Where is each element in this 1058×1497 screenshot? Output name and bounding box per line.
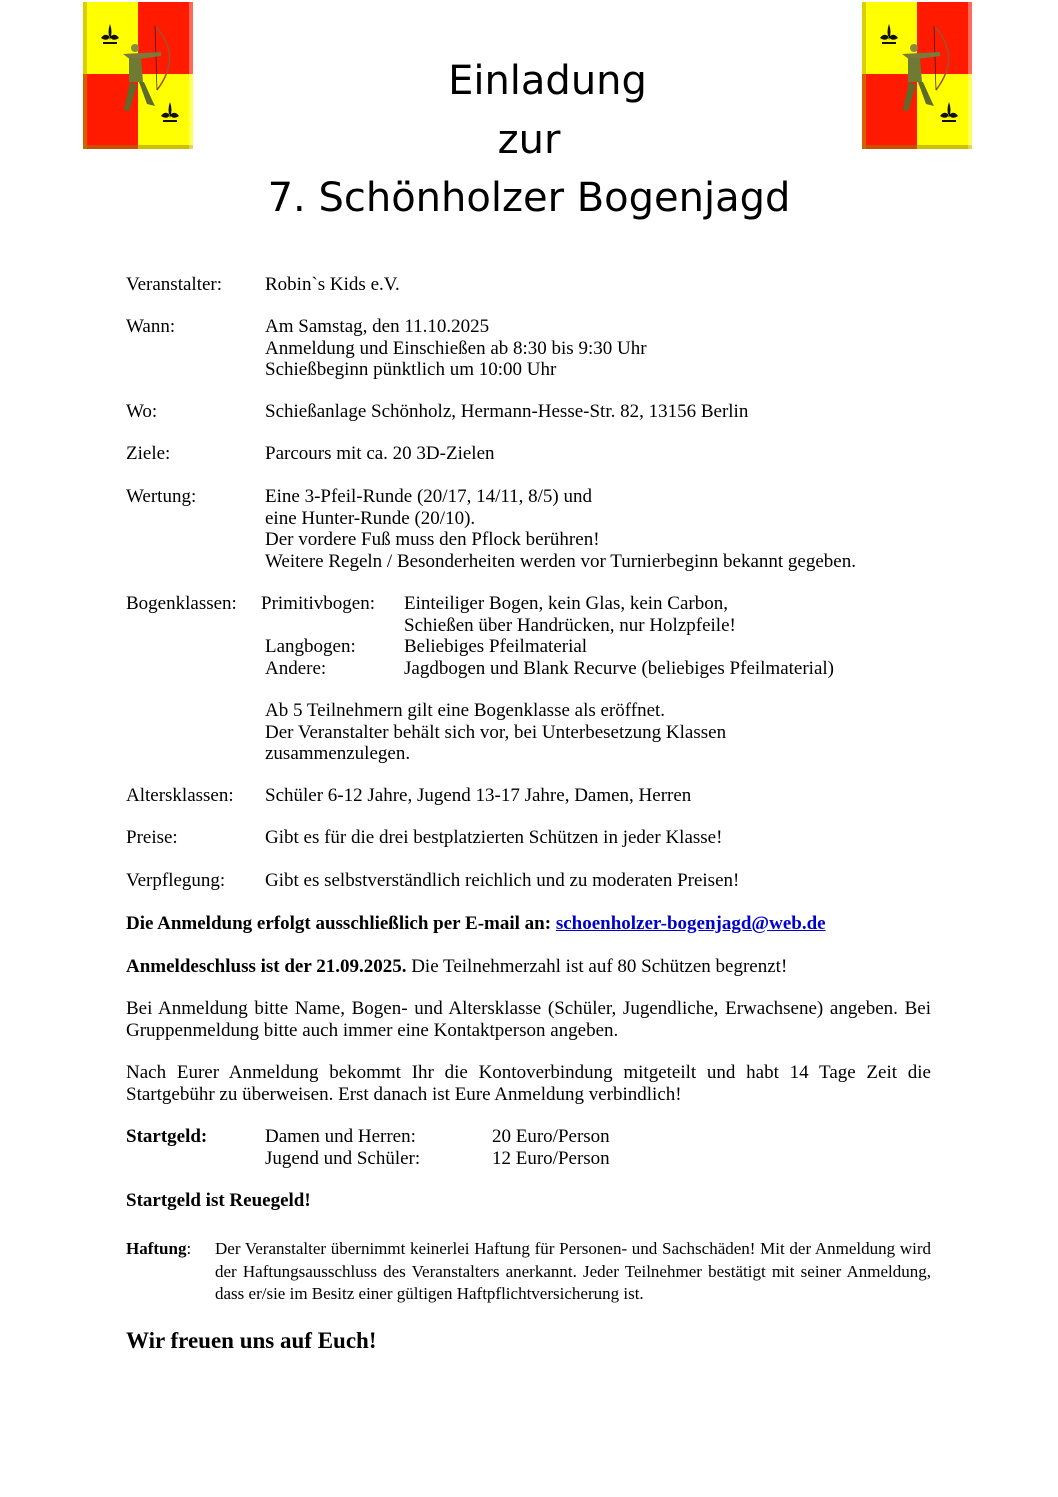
bow-class-name: Primitivbogen: [261,593,375,614]
bow-class-desc: Schießen über Handrücken, nur Holzpfeile! [404,614,736,636]
fee-group: Jugend und Schüler: [265,1147,421,1169]
liability-label: Haftung [126,1239,187,1258]
label: Ziele: [126,443,171,464]
title-line-2: zur [497,117,561,163]
email-link[interactable]: schoenholzer-bogenjagd@web.de [555,913,826,934]
deadline-rest: Die Teilnehmerzahl ist auf 80 Schützen begrenzt! [406,956,788,977]
bow-class-note: zusammenzulegen. [265,743,411,764]
fees-note: Startgeld ist Reuegeld! [126,1190,311,1211]
liability-section [126,1238,931,1306]
label: Veranstalter: [126,274,223,295]
value: Parcours mit ca. 20 3D-Zielen [265,443,495,464]
value: Robin`s Kids e.V. [265,274,400,295]
fee-group: Damen und Herren: [265,1126,416,1147]
bow-class-desc: Einteiliger Bogen, kein Glas, kein Carbon, [404,593,728,614]
value: Gibt es selbstverständlich reichlich und zu moderaten Preisen! [265,870,740,891]
label: Preise: [126,827,178,848]
value: Schüler 6-12 Jahre, Jugend 13-17 Jahre, Damen, Herren [265,785,692,806]
closing-text: Wir freuen uns auf Euch! [126,1328,377,1353]
value-line: Am Samstag, den 11.10.2025 [265,316,490,337]
liability-colon: : [186,1239,192,1258]
bow-class-desc: Beliebiges Pfeilmaterial [404,636,588,657]
email-intro: Die Anmeldung erfolgt ausschließlich per E-mail an: [126,913,552,934]
liability-text: Der Veranstalter übernimmt keinerlei Haftung für Personen- und Sachschäden! Mit der Anmeldung wird der Haftungsausschluss des Veranstalters anerkannt. Jeder Teilnehmer bestätigt mit seiner Anmeldung, dass er/sie im Besitz einer gültigen Haftpflichtversicherung ist. [215,1239,931,1303]
deadline-bold: Anmeldeschluss ist der 21.09.2025. [126,956,407,977]
title-line-1: Einladung [448,58,647,104]
value-line: Anmeldung und Einschießen ab 8:30 bis 9:30 Uhr [265,337,647,359]
fee-price: 12 Euro/Person [492,1147,610,1169]
bow-class-name: Langbogen: [265,636,356,657]
title-line-3: 7. Schönholzer Bogenjagd [267,175,791,221]
payment-info-paragraph: Nach Eurer Anmeldung bekommt Ihr die Kontoverbindung mitgeteilt und habt 14 Tage Zeit die Startgebühr zu überweisen. Erst danach ist Eure Anmeldung verbindlich! [126,1062,931,1105]
fees-label: Startgeld: [126,1126,208,1147]
registration-info-paragraph: Bei Anmeldung bitte Name, Bogen- und Altersklasse (Schüler, Jugendliche, Erwachsene) angeben. Bei Gruppenmeldung bitte auch immer eine Kontaktperson angeben. [126,998,931,1041]
value-line: Eine 3-Pfeil-Runde (20/17, 14/11, 8/5) und [265,486,592,507]
label: Bogenklassen: [126,593,237,614]
label: Wo: [126,401,158,422]
value: Gibt es für die drei bestplatzierten Schützen in jeder Klasse! [265,827,723,848]
bow-class-note: Der Veranstalter behält sich vor, bei Unterbesetzung Klassen [265,721,727,743]
liability-label-wrap [126,1238,191,1261]
bow-class-name: Andere: [265,657,327,679]
fee-price: 20 Euro/Person [492,1126,610,1147]
registration-email-line [126,913,826,935]
label: Wann: [126,316,176,337]
value-line: Weitere Regeln / Besonderheiten werden vor Turnierbeginn bekannt gegeben. [265,550,856,572]
bow-class-desc: Jagdbogen und Blank Recurve (beliebiges Pfeilmaterial) [404,657,835,679]
label: Altersklassen: [126,785,234,806]
registration-deadline [126,956,787,978]
value-line: eine Hunter-Runde (20/10). [265,507,476,529]
label: Wertung: [126,486,197,507]
value-line: Schießbeginn pünktlich um 10:00 Uhr [265,359,557,380]
bow-class-note: Ab 5 Teilnehmern gilt eine Bogenklasse als eröffnet. [265,700,666,721]
label: Verpflegung: [126,870,226,891]
value-line: Der vordere Fuß muss den Pflock berühren! [265,529,600,550]
value: Schießanlage Schönholz, Hermann-Hesse-Str. 82, 13156 Berlin [265,401,749,422]
